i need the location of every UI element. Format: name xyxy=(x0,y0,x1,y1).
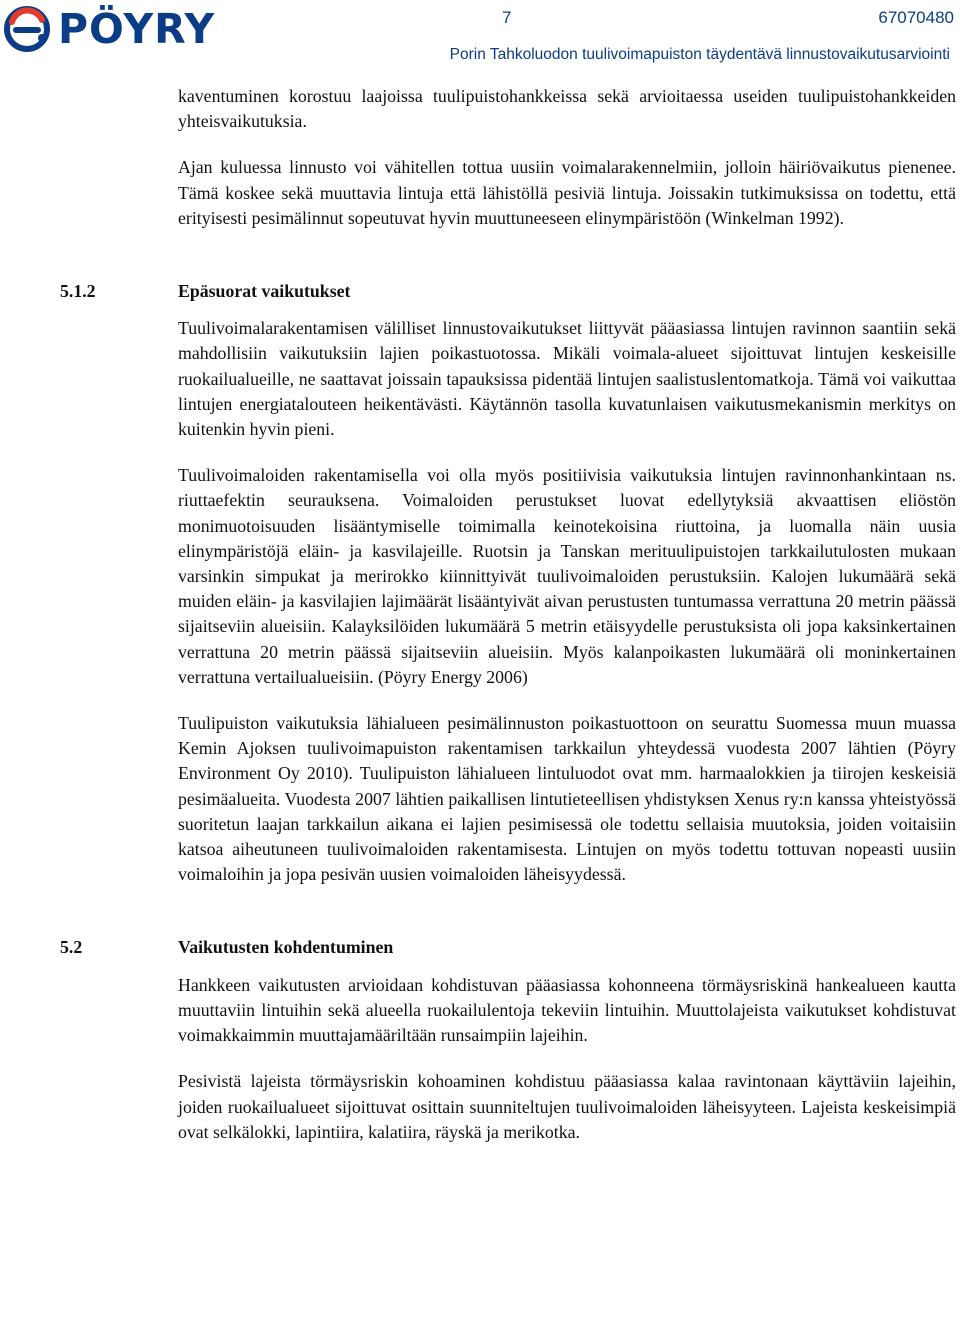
document-body xyxy=(0,84,960,1166)
page-number: 7 xyxy=(502,8,512,27)
paragraph: Tuulipuiston vaikutuksia lähialueen pesimälinnuston poikastuottoon on seurattu Suomessa muun muassa Kemin Ajoksen tuulivoimapuiston rakentamisen tarkkailun yhteydessä vuodesta 2007 lähtien (Pöyry Environment Oy 2010). Tuulipuiston lähialueen lintuluodot ovat mm. harmaalokkien ja tiirojen keskeisiä pesimäalueita. Vuodesta 2007 lähtien paikallisen lintutieteellisen yhdistyksen Xenus ry:n kanssa yhteistyössä suoritetun laajan tarkkailun aikana ei lajien pesimisessä ole todettu sellaisia muutoksia, joiden voitaisiin katsoa aiheutuneen tuulivoimaloiden rakentamisesta. Lintujen on myös todettu tottuvan nopeasti uusiin voimaloihin ja jopa pesivän uusien voimaloiden läheisyydessä. xyxy=(178,713,956,885)
section-title: Epäsuorat vaikutukset xyxy=(178,281,351,302)
paragraph: Tuulivoimaloiden rakentamisella voi olla myös positiivisia vaikutuksia lintujen ravinnonhankintaan ns. riuttaefektin seurauksena. Voimaloiden perustukset luovat edellytyksiä akvaattisen eliöstön monimuotoisuuden lisääntymiselle toimimalla keinotekoisina riuttoina, ja luomalla näin uusia elinympäristöjä eläin- ja kasvilajeille. Ruotsin ja Tanskan merituulipuistojen tarkkailutulosten mukaan varsinkin simpukat ja merirokko kiinnittyivät tuulivoimaloiden perustuksiin. Kalojen lukumäärä sekä muiden eläin- ja kasvilajien lajimäärät lisääntyivät aivan perustusten tuntumassa verrattuna 20 metrin päässä sijaitseviin alueisiin. Kalayksilöiden lukumäärä 5 metrin etäisyydelle perustuksista oli jopa kaksinkertainen verrattuna 20 metrin päässä sijaitseviin alueisiin. Myös kalanpoikasten lukumäärä oli moninkertainen verrattuna vertailualueisiin. (Pöyry Energy 2006) xyxy=(178,465,956,687)
section-number: 5.2 xyxy=(60,937,83,958)
paragraph: Ajan kuluessa linnusto voi vähitellen tottua uusiin voimalarakennelmiin, jolloin häiriövaikutus pienenee. Tämä koskee sekä muuttavia lintuja että lähistöllä pesiviä lintuja. Joissakin tutkimuksissa on todettu, että erityisesti pesimälinnut sopeutuvat hyvin muuttuneeseen elinympäristöön (Winkelman 1992). xyxy=(178,157,956,228)
section-heading-5-1-2 xyxy=(0,279,960,304)
document-number: 67070480 xyxy=(878,8,954,27)
paragraph: Pesivistä lajeista törmäysriskin kohoaminen kohdistuu pääasiassa kalaa ravintonaan käyttäviin lajeihin, joiden ruokailualueet sijoittuvat osittain suunniteltujen tuulivoimaloiden läheisyyteen. Lajeista keskeisimpiä ovat selkälokki, lapintiira, kalatiira, räyskä ja merikotka. xyxy=(178,1071,956,1142)
paragraph: Tuulivoimalarakentamisen välilliset linnustovaikutukset liittyvät pääasiassa lintujen ravinnon saantiin sekä mahdollisiin vaikutuksiin lajien poikastuotossa. Mikäli voimala-alueet sijoittuvat lintujen keskeisille ruokailualueille, ne saattavat joissain tapauksissa pidentää lintujen saalistuslentomatkoja. Tämä voi vaikuttaa lintujen energiatalouteen heikentävästi. Käytännön tasolla kuvatunlaisen vaikutusmekanismin merkitys on kuitenkin hyvin pieni. xyxy=(178,318,956,440)
paragraph: Hankkeen vaikutusten arvioidaan kohdistuvan pääasiassa kohonneena törmäysriskinä hankealueen kautta muuttaviin lintuihin sekä alueella ruokailulentoja tekeviin lintuihin. Muuttolajeista vaikutukset kohdistuvat voimakkaimmin muuttajamääriltään runsaimpiin lajeihin. xyxy=(178,974,956,1046)
section-heading-5-2 xyxy=(0,935,960,960)
document-title: Porin Tahkoluodon tuulivoimapuiston täydentävä linnustovaikutusarviointi xyxy=(449,46,950,63)
poyry-swirl-logo-icon xyxy=(4,6,54,52)
section-title: Vaikutusten kohdentuminen xyxy=(178,937,394,958)
company-logo xyxy=(4,6,215,52)
paragraph: kaventuminen korostuu laajoissa tuulipuistohankkeissa sekä arvioitaessa useiden tuulipuistohankkeiden yhteisvaikutuksia. xyxy=(178,86,956,132)
section-number: 5.1.2 xyxy=(60,281,96,302)
logo-wordmark: PÖYRY xyxy=(58,5,216,53)
page-header xyxy=(0,0,960,70)
